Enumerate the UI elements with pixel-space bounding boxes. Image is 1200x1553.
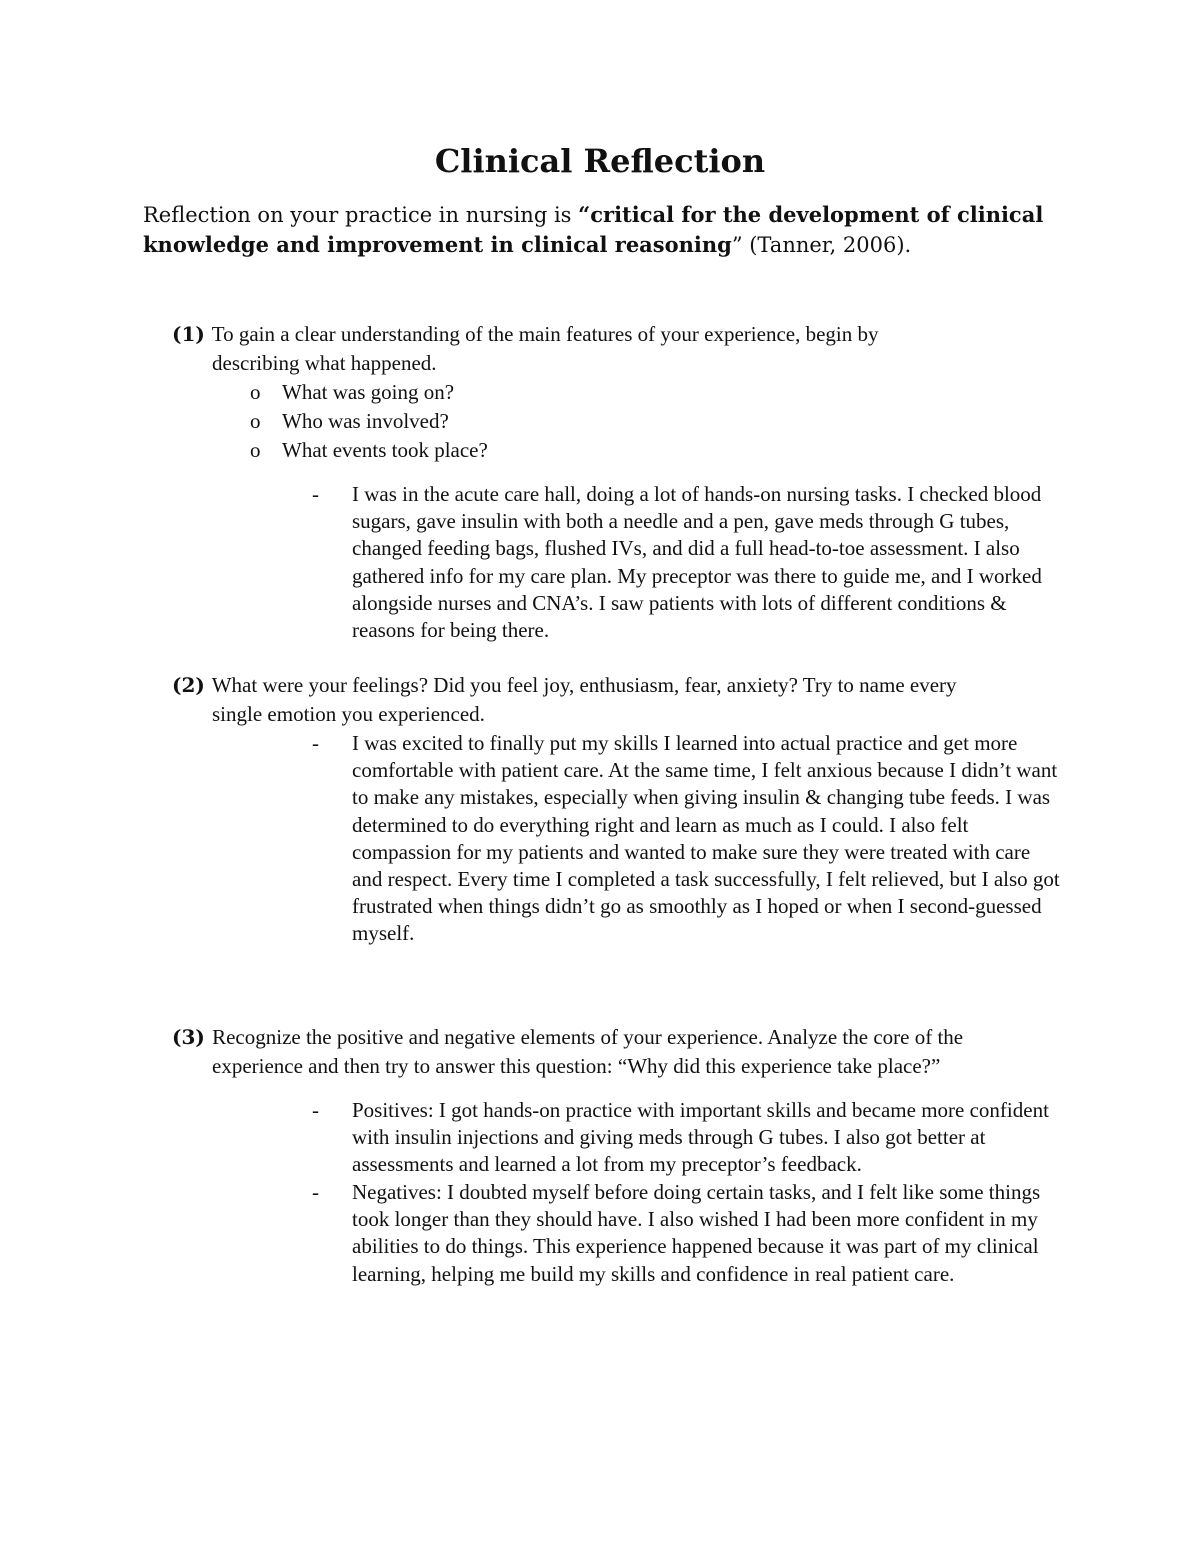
question-3 [172, 1023, 1072, 1081]
question-text-line2: experience and then try to answer this question: “Why did this experience take place?” [212, 1054, 941, 1078]
intro-citation: (Tanner, 2006). [742, 233, 912, 257]
dash-bullet-icon: - [312, 1180, 319, 1204]
subquestion-text: What was going on? [282, 380, 455, 404]
dash-bullet-icon: - [312, 731, 319, 755]
circle-bullet-icon: o [250, 409, 261, 433]
question-1 [172, 320, 1072, 378]
intro-paragraph [143, 200, 1073, 260]
question-text-line2: describing what happened. [212, 351, 437, 375]
question-text-line1: To gain a clear understanding of the main features of your experience, begin by [211, 322, 879, 346]
question-number: (1) [172, 322, 205, 346]
answer-text: Positives: I got hands-on practice with important skills and became more confident with insulin injections and giving meds through G tubes. I also got better at assessments and learned a lot from my preceptor’s feedback. [352, 1098, 1049, 1177]
dash-bullet-icon: - [312, 1098, 319, 1122]
answer-3-positives [312, 1097, 1060, 1179]
intro-quote: critical for the development of clinical knowledge and improvement in clinical reasoning [143, 202, 1044, 257]
question-text-line1: Recognize the positive and negative elements of your experience. Analyze the core of the [212, 1025, 964, 1049]
subquestion-item [250, 436, 488, 465]
question-number: (3) [172, 1025, 205, 1049]
question-text-line1: What were your feelings? Did you feel joy, enthusiasm, fear, anxiety? Try to name every [211, 673, 957, 697]
answer-text: Negatives: I doubted myself before doing certain tasks, and I felt like some things took longer than they should have. I also wished I had been more confident in my abilities to do things. This experience happened because it was part of my clinical learning, helping me build my skills and confidence in real patient care. [352, 1180, 1041, 1286]
circle-bullet-icon: o [250, 380, 261, 404]
answer-3-negatives [312, 1179, 1060, 1288]
dash-bullet-icon: - [312, 482, 319, 506]
subquestion-text: What events took place? [282, 438, 488, 462]
question-text-line2: single emotion you experienced. [212, 702, 485, 726]
answer-text: I was excited to finally put my skills I learned into actual practice and get more comfortable with patient care. At the same time, I felt anxious because I didn’t want to make any mistakes, especially when giving insulin & changing tube feeds. I was determined to do everything right and learn as much as I could. I also felt compassion for my patients and wanted to make sure they were treated with care and respect. Every time I completed a task successfully, I felt relieved, but I also got frustrated when things didn’t go as smoothly as I hoped or when I second-guessed myself. [352, 731, 1060, 946]
intro-quote-close: ” [731, 233, 743, 257]
intro-quote-open: “ [578, 202, 591, 227]
answer-1 [312, 481, 1060, 644]
circle-bullet-icon: o [250, 438, 261, 462]
answer-2 [312, 730, 1060, 948]
intro-lead: Reflection on your practice in nursing is [143, 203, 579, 227]
question-2 [172, 671, 1072, 729]
subquestion-item [250, 378, 454, 407]
subquestion-item [250, 407, 449, 436]
answer-text: I was in the acute care hall, doing a lot of hands-on nursing tasks. I checked blood sugars, gave insulin with both a needle and a pen, gave meds through G tubes, changed feeding bags, flushed IVs, and did a full head-to-toe assessment. I also gathered info for my care plan. My preceptor was there to guide me, and I worked alongside nurses and CNA’s. I saw patients with lots of different conditions & reasons for being there. [352, 482, 1042, 643]
question-number: (2) [172, 673, 205, 697]
page-title: Clinical Reflection [434, 142, 766, 180]
subquestion-text: Who was involved? [282, 409, 449, 433]
